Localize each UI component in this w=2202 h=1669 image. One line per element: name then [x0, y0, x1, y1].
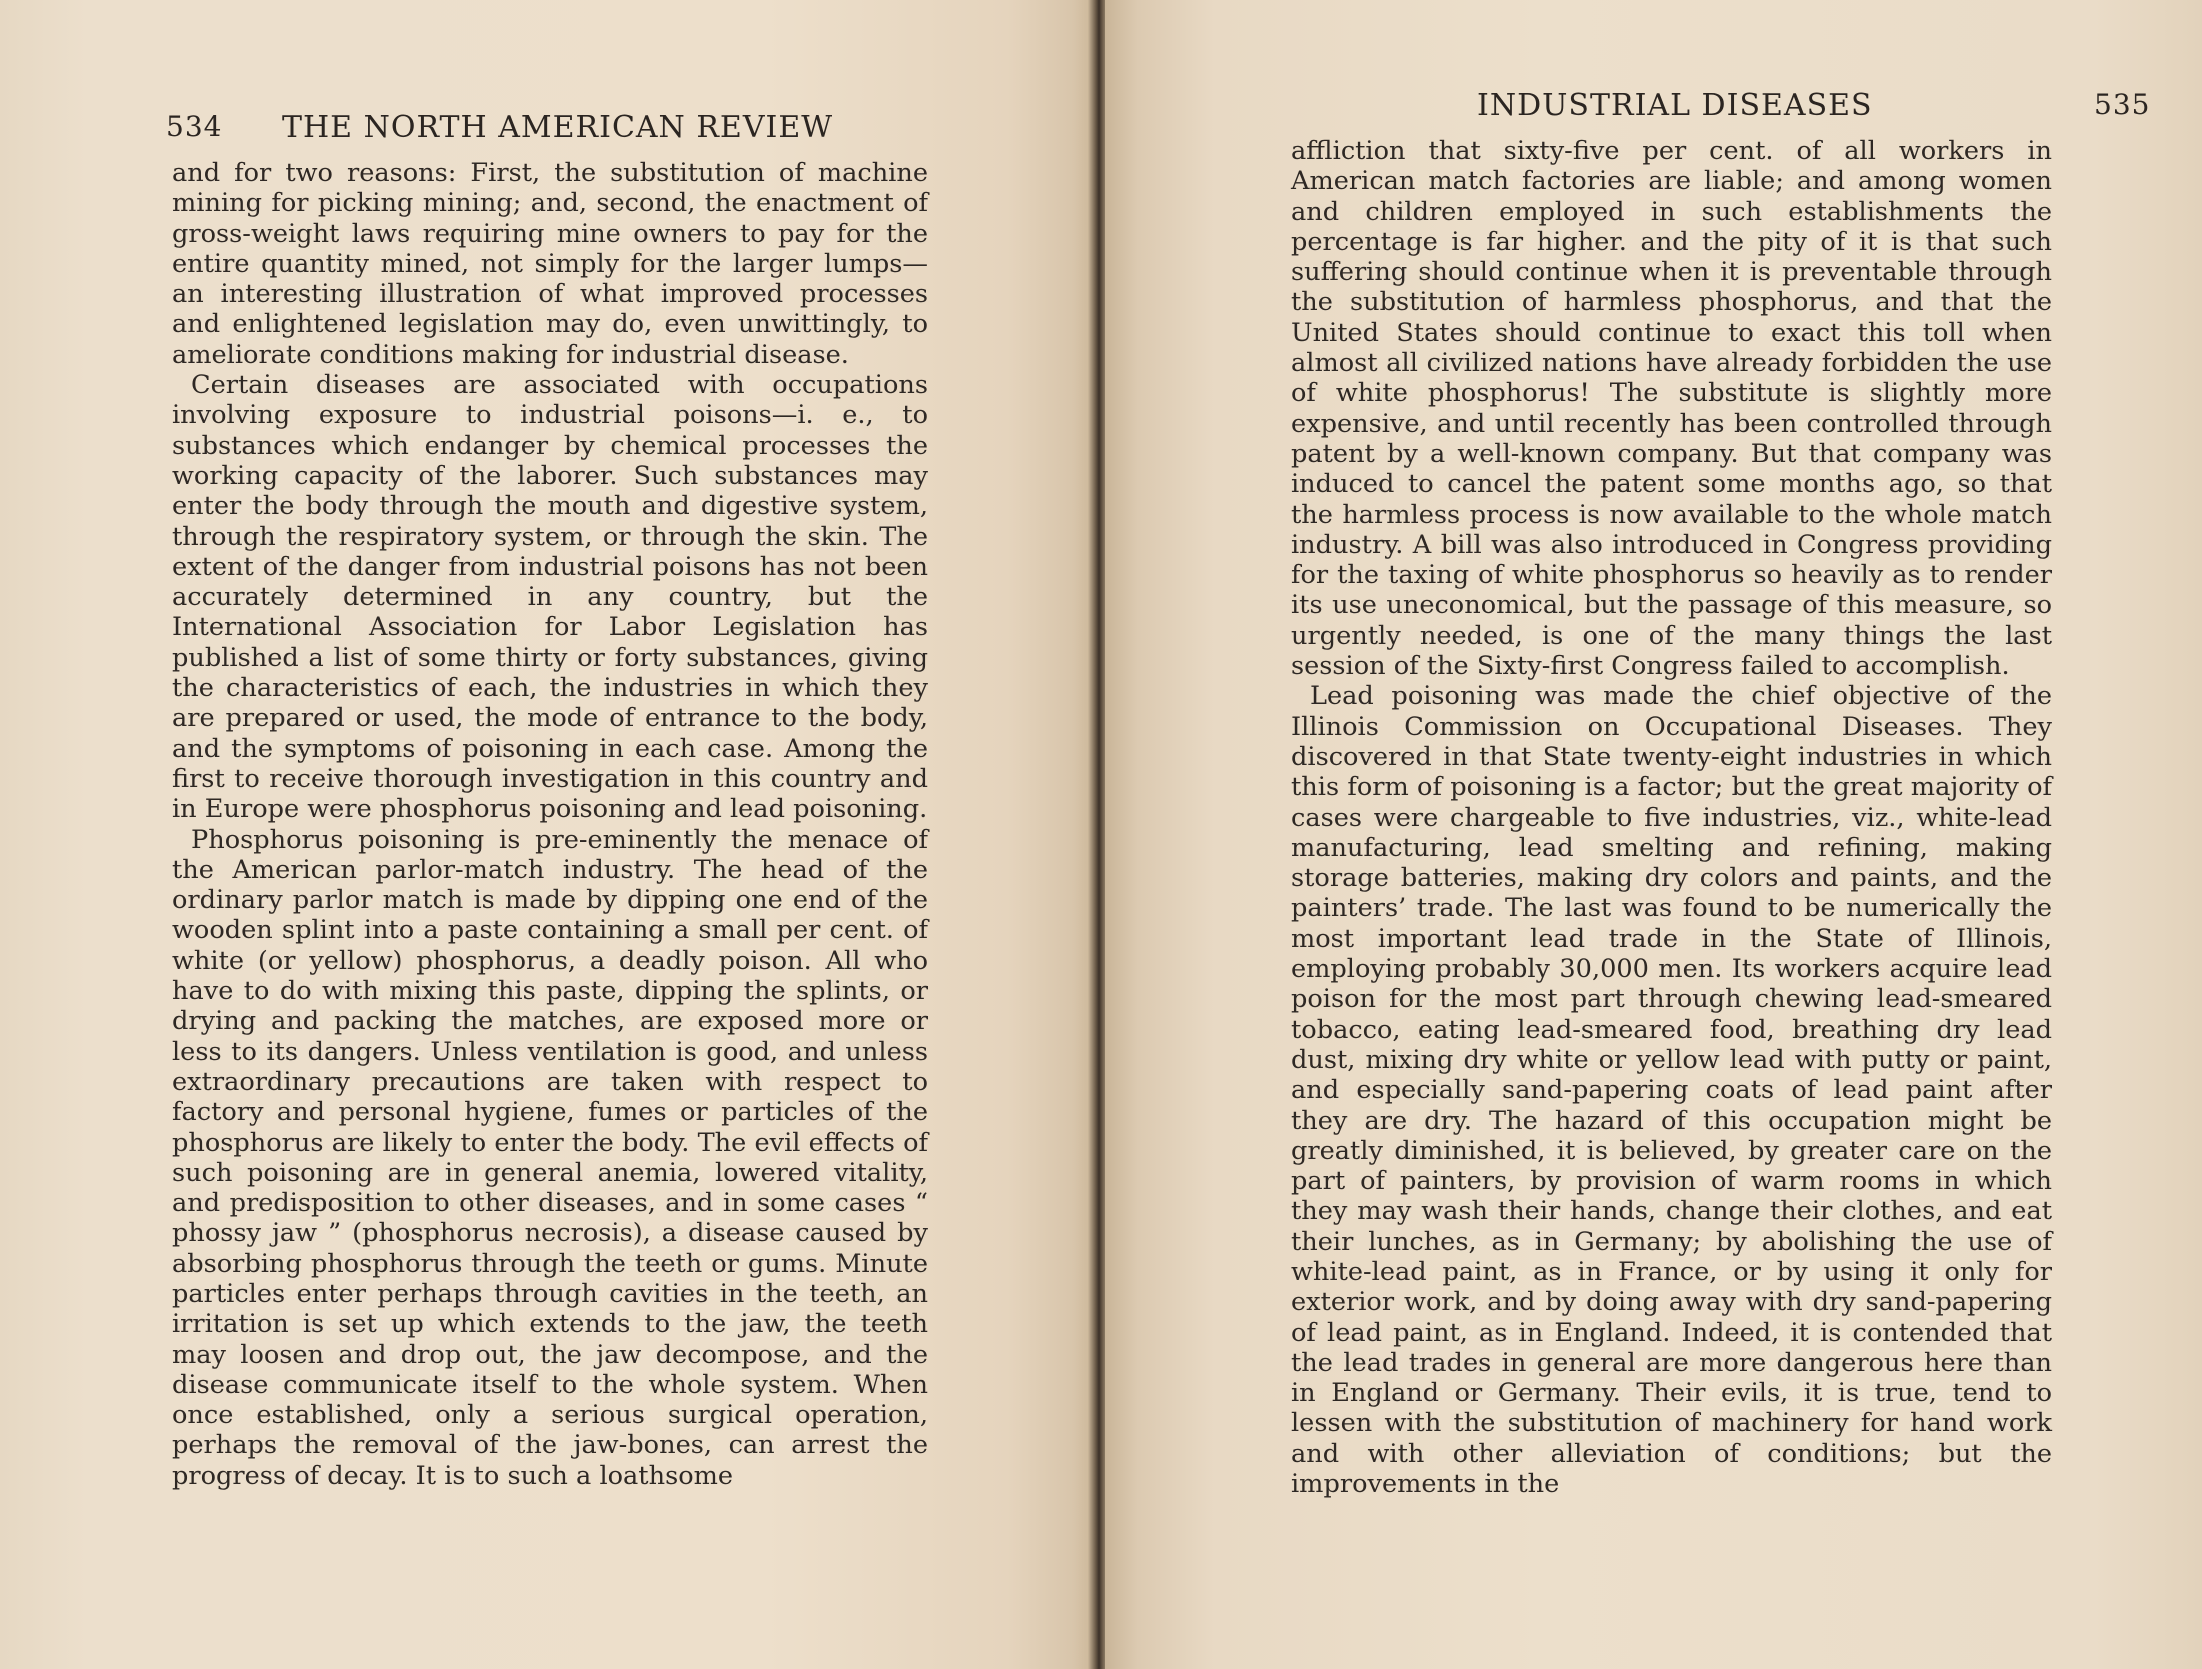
left-page	[0, 0, 1095, 1669]
left-page-header	[166, 110, 926, 150]
left-paragraph: Certain diseases are associated with occupations involving exposure to industrial poisons—i. e., to substances which endanger by chemical processes the working capacity of the laborer. Such substances may enter the body through the mouth and digestive system, through the respiratory system, or through the skin. The extent of the danger from industrial poisons has not been accurately determined in any country, but the International Association for Labor Legislation has published a list of some thirty or forty substances, giving the characteristics of each, the industries in which they are prepared or used, the mode of entrance to the body, and the symptoms of poisoning in each case. Among the first to receive thorough investigation in this country and in Europe were phosphorus poisoning and lead poisoning.	[172, 370, 928, 825]
right-paragraph: Lead poisoning was made the chief objective of the Illinois Commission on Occupational Diseases. They discovered in that State twenty-eight industries in which this form of poisoning is a factor; but the great majority of cases were chargeable to five industries, viz., white-lead manufacturing, lead smelting and refining, making storage batteries, making dry colors and paints, and the painters’ trade. The last was found to be numerically the most important lead trade in the State of Illinois, employing probably 30,000 men. Its workers acquire lead poison for the most part through chewing lead-smeared tobacco, eating lead-smeared food, breathing dry lead dust, mixing dry white or yellow lead with putty or paint, and especially sand-papering coats of lead paint after they are dry. The hazard of this occupation might be greatly diminished, it is believed, by greater care on the part of painters, by provision of warm rooms in which they may wash their hands, change their clothes, and eat their lunches, as in Germany; by abolishing the use of white-lead paint, as in France, or by using it only for exterior work, and by doing away with dry sand-papering of lead paint, as in England. Indeed, it is contended that the lead trades in general are more dangerous here than in England or Germany. Their evils, it is true, tend to lessen with the substitution of machinery for hand work and with other alleviation of conditions; but the improvements in the	[1291, 681, 2052, 1500]
right-page	[1105, 0, 2202, 1669]
right-page-header	[1477, 88, 2151, 128]
left-paragraph: Phosphorus poisoning is pre-eminently the menace of the American parlor-match industry. The head of the ordinary parlor match is made by dipping one end of the wooden splint into a paste containing a small per cent. of white (or yellow) phosphorus, a deadly poison. All who have to do with mixing this paste, dipping the splints, or drying and packing the matches, are exposed more or less to its dangers. Unless ventilation is good, and unless extraordinary precautions are taken with respect to factory and personal hygiene, fumes or particles of the phosphorus are likely to enter the body. The evil effects of such poisoning are in general anemia, lowered vitality, and predisposition to other diseases, and in some cases “ phossy jaw ” (phosphorus necrosis), a disease caused by absorbing phosphorus through the teeth or gums. Minute particles enter perhaps through cavities in the teeth, an irritation is set up which extends to the jaw, the teeth may loosen and drop out, the jaw decompose, and the disease communicate itself to the whole system. When once established, only a serious surgical operation, perhaps the removal of the jaw-bones, can arrest the progress of decay. It is to such a loathsome	[172, 824, 928, 1491]
right-paragraph: affliction that sixty-five per cent. of all workers in American match factories are liable; and among women and children employed in such establishments the percentage is far higher. and the pity of it is that such suffering should continue when it is preventable through the substitution of harmless phosphorus, and that the United States should continue to exact this toll when almost all civilized nations have already forbidden the use of white phosphorus! The substitute is slightly more expensive, and until recently has been controlled through patent by a well-known company. But that company was induced to cancel the patent some months ago, so that the harmless process is now available to the whole match industry. A bill was also introduced in Congress providing for the taxing of white phosphorus so heavily as to render its use uneconomical, but the passage of this measure, so urgently needed, is one of the many things the last session of the Sixty-first Congress failed to accomplish.	[1291, 136, 2052, 682]
right-page-number: 535	[2094, 88, 2151, 121]
left-page-number: 534	[166, 110, 223, 143]
right-page-body	[1291, 136, 2052, 1499]
left-running-head: THE NORTH AMERICAN REVIEW	[282, 110, 834, 145]
right-running-head: INDUSTRIAL DISEASES	[1477, 88, 1873, 123]
left-paragraph: and for two reasons: First, the substitution of machine mining for picking mining; and, second, the enactment of gross-weight laws requiring mine owners to pay for the entire quantity mined, not simply for the larger lumps—an interesting illustration of what improved processes and enlightened legislation may do, even unwittingly, to ameliorate conditions making for industrial disease.	[172, 158, 928, 370]
left-page-body	[172, 158, 928, 1491]
